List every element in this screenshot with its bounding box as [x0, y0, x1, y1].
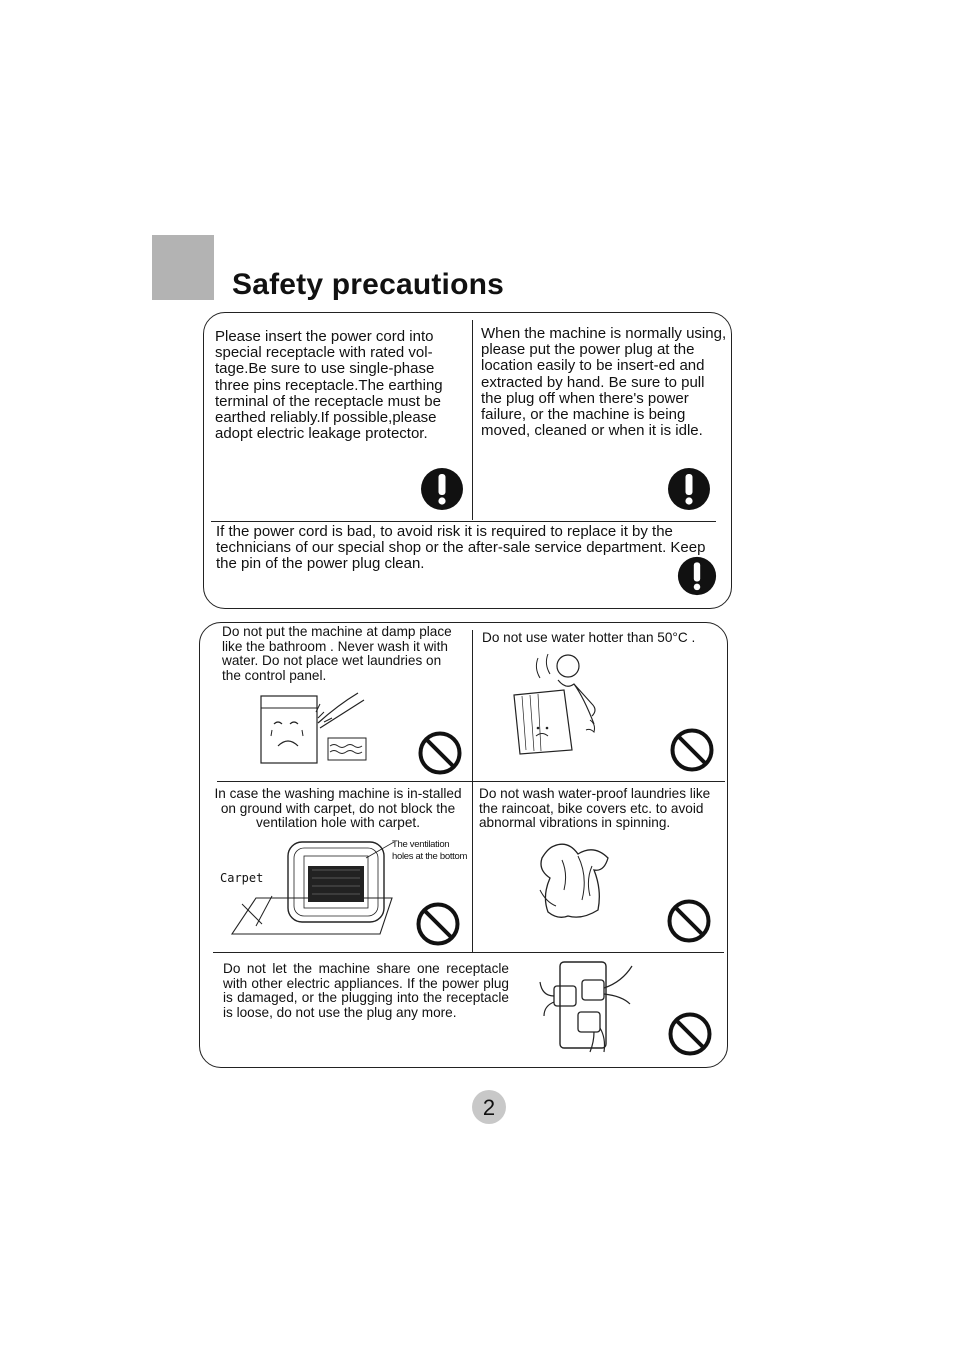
exclamation-warning-icon — [677, 556, 717, 596]
warning-text-plug-location: When the machine is normally using, please put the power plug at the location easily to be insert-ed and extracted by hand. Be sure to pull the plug off when there's power failure, or the machine is being moved, cleaned or when it is idle. — [481, 325, 727, 440]
overloaded-socket-illustration — [538, 958, 634, 1054]
divider — [217, 781, 725, 782]
prohibited-icon — [670, 728, 714, 772]
wet-machine-illustration — [258, 688, 370, 766]
exclamation-warning-icon — [420, 467, 464, 511]
raincoat-illustration — [532, 840, 614, 920]
exclamation-warning-icon — [667, 467, 711, 511]
warning-text-damaged-cord: If the power cord is bad, to avoid risk it is required to replace it by the technicians of our special shop or the after-sale service department. Keep the pin of the power plug clean. — [216, 523, 706, 573]
divider — [472, 320, 473, 520]
prohibition-text-hot-water: Do not use water hotter than 50°C . — [482, 630, 696, 645]
hot-water-illustration — [508, 650, 614, 760]
prohibited-icon — [668, 1012, 712, 1056]
prohibited-icon — [667, 899, 711, 943]
prohibition-text-damp-place: Do not put the machine at damp place like the bathroom . Never wash it with water. Do not place wet laundries on the control panel. — [222, 624, 452, 683]
prohibition-text-shared-receptacle: Do not let the machine share one receptacle with other electric appliances. If the power plug is damaged, or the plugging into the receptacle is loose, do not use the plug any more. — [223, 961, 509, 1020]
page-number: 2 — [472, 1090, 506, 1124]
prohibited-icon — [416, 902, 460, 946]
divider — [213, 952, 724, 953]
prohibited-icon — [418, 731, 462, 775]
divider — [472, 630, 473, 952]
section-tab-marker — [152, 235, 214, 300]
prohibition-text-carpet: In case the washing machine is in-stalled on ground with carpet, do not block the ventilation hole with carpet. — [214, 786, 462, 831]
ventilation-holes-label: The ventilation holes at the bottom — [392, 839, 468, 862]
warning-text-power-cord: Please insert the power cord into special receptacle with rated vol-tage.Be sure to use single-phase three pins receptacle.The earthing terminal of the receptacle must be earthed reliably.If possible,please adopt electric leakage protector. — [215, 328, 443, 443]
carpet-label: Carpet — [220, 871, 264, 885]
machine-on-carpet-illustration — [232, 838, 392, 936]
prohibition-text-waterproof: Do not wash water-proof laundries like the raincoat, bike covers etc. to avoid abnormal vibrations in spinning. — [479, 786, 711, 831]
page-title: Safety precautions — [232, 268, 505, 301]
